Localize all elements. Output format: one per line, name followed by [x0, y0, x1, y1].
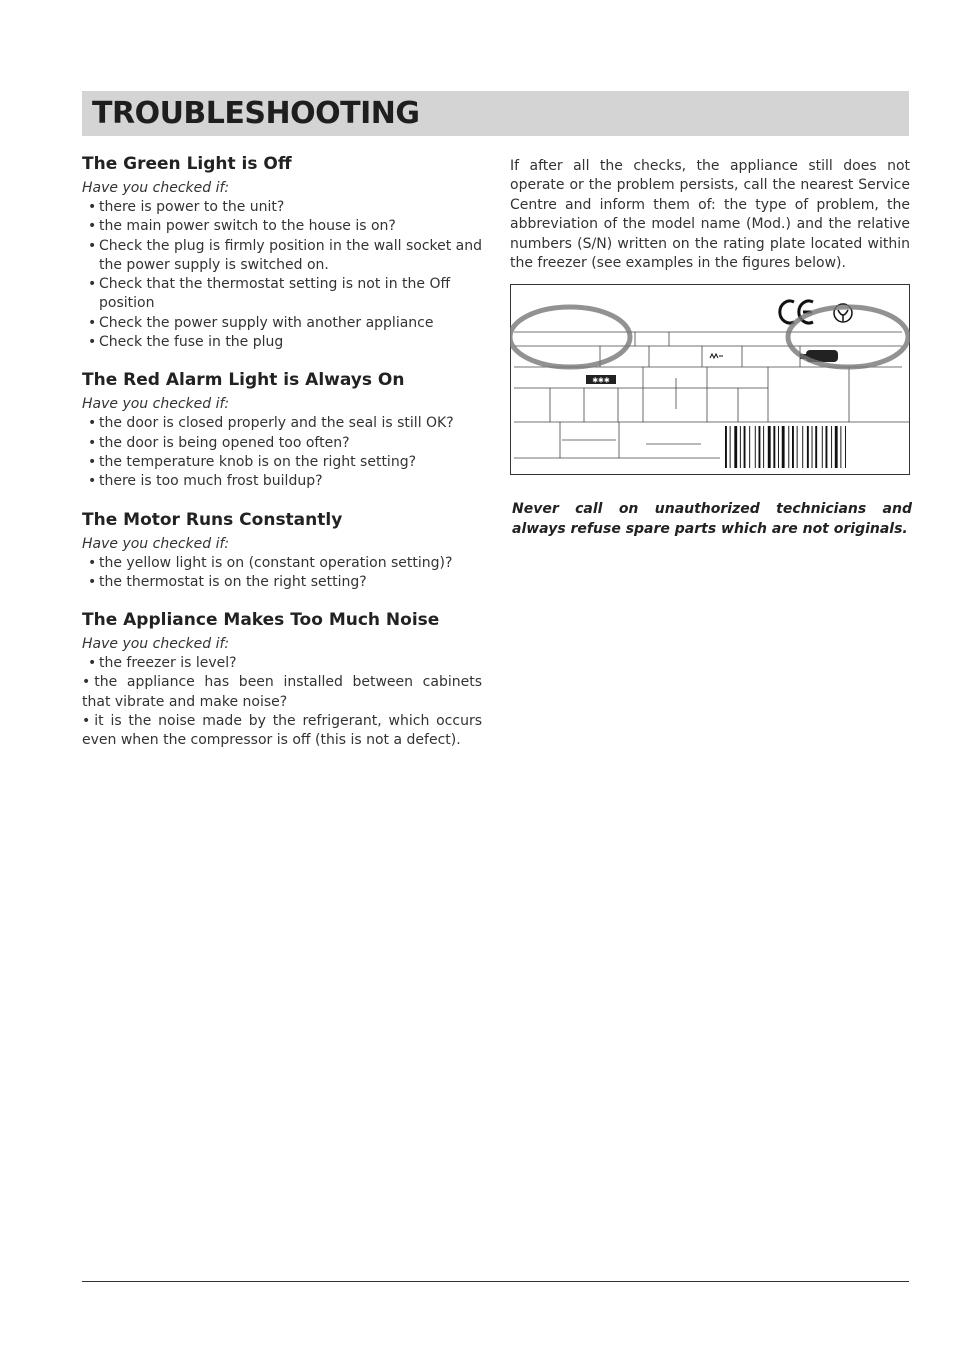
barcode-bar — [744, 426, 746, 468]
page-header — [82, 91, 909, 136]
barcode-bar — [802, 426, 803, 468]
barcode-bar — [755, 426, 756, 468]
section-question: Have you checked if: — [82, 396, 230, 413]
rating-plate-figure — [510, 284, 910, 475]
section-red-alarm — [82, 368, 482, 491]
section-motor-runs — [82, 508, 482, 593]
barcode-bar — [835, 426, 838, 468]
barcode-bar — [845, 426, 846, 468]
section-question: Have you checked if: — [82, 180, 230, 196]
list-item: • Check the power supply with another appliance — [82, 314, 482, 333]
section-heading: The Red Alarm Light is Always On — [82, 370, 405, 391]
barcode-bar — [788, 426, 789, 468]
section-heading: The Motor Runs Constantly — [82, 509, 343, 530]
footer-divider — [82, 1281, 909, 1282]
barcode-bar — [740, 426, 741, 468]
list-item: • Check the plug is firmly position in the wall socket and the power supply is switched on. — [82, 237, 482, 276]
checklist — [82, 198, 482, 352]
list-item: • the appliance has been installed between cabinets that vibrate and make noise? — [82, 673, 482, 712]
list-item: • there is power to the unit? — [82, 198, 482, 217]
barcode-bar — [763, 426, 764, 468]
barcode-bar — [822, 426, 823, 468]
section-heading: The Appliance Makes Too Much Noise — [82, 610, 440, 631]
barcode-bar — [734, 426, 737, 468]
star-rating-icon — [586, 375, 616, 385]
service-instructions: If after all the checks, the appliance still does not operate or the problem persists, call the nearest Service Centre and inform them of: the type of problem, the abbreviation of the model name (Mod.) and the relative numbers (S/N) written on the rating plate located within the freezer (see examples in the figures below). — [510, 158, 910, 272]
barcode-bar — [797, 426, 798, 468]
barcode-bar — [768, 426, 771, 468]
section-noise — [82, 608, 482, 750]
list-item: • the door is being opened too often? — [82, 434, 482, 453]
list-item: • Check the fuse in the plug — [82, 333, 482, 352]
section-green-light — [82, 152, 482, 352]
troubleshooting-sections — [82, 152, 482, 767]
warning-notice: Never call on unauthorized technicians and always refuse spare parts which are not originals. — [512, 501, 912, 537]
checklist — [82, 414, 482, 491]
barcode-bar — [815, 426, 817, 468]
list-item: • it is the noise made by the refrigerant, which occurs even when the compressor is off (this is not a defect). — [82, 712, 482, 751]
list-item: • the freezer is level? — [82, 654, 482, 673]
barcode-bar — [826, 426, 828, 468]
barcode-bar — [840, 426, 841, 468]
barcode-bar — [773, 426, 775, 468]
section-heading: The Green Light is Off — [82, 154, 292, 174]
barcode-bar — [730, 426, 731, 468]
barcode-bar — [807, 426, 809, 468]
list-item: • the door is closed properly and the seal is still OK? — [82, 414, 482, 433]
checklist — [82, 654, 482, 750]
barcode-bar — [831, 426, 832, 468]
section-question: Have you checked if: — [82, 535, 230, 552]
list-item: • there is too much frost buildup? — [82, 472, 482, 491]
checklist — [82, 554, 482, 593]
section-question: Have you checked if: — [82, 636, 230, 653]
service-info — [510, 157, 910, 273]
page-title: TROUBLESHOOTING — [92, 96, 420, 131]
barcode-bar — [792, 426, 794, 468]
list-item: • the temperature knob is on the right setting? — [82, 453, 482, 472]
barcode-bar — [782, 426, 785, 468]
barcode-bar — [812, 426, 813, 468]
svg-text:✱✱✱: ✱✱✱ — [592, 376, 610, 385]
barcode-bar — [778, 426, 779, 468]
list-item: • the main power switch to the house is on? — [82, 217, 482, 236]
barcode-bar — [759, 426, 761, 468]
list-item: • Check that the thermostat setting is not in the Off position — [82, 275, 482, 314]
list-item: • the thermostat is on the right setting? — [82, 573, 482, 592]
barcode-bar — [749, 426, 750, 468]
list-item: • the yellow light is on (constant operation setting)? — [82, 554, 482, 573]
barcode-bar — [725, 426, 727, 468]
